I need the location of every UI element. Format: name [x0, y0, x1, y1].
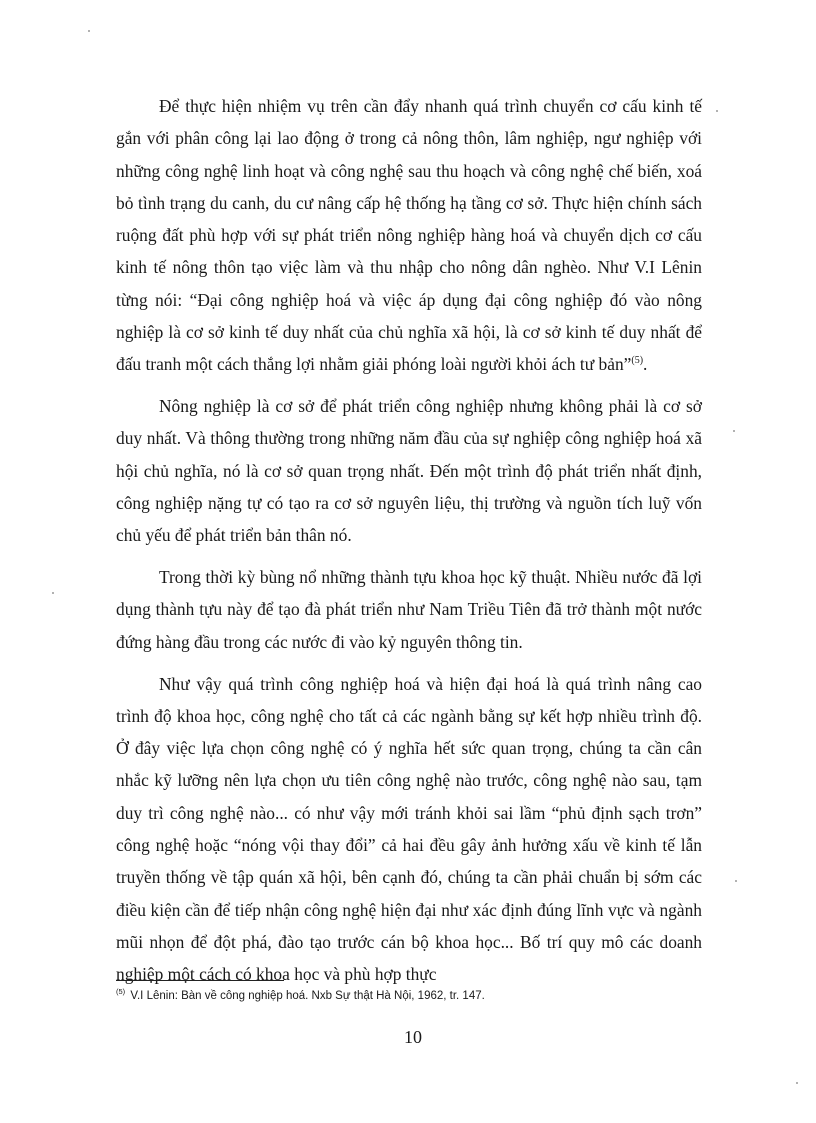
paragraph-1-text: Để thực hiện nhiệm vụ trên cần đẩy nhanh quá trình chuyển cơ cấu kinh tế gắn với phân công lại lao động ở trong cả nông thôn, lâm nghiệp, ngư nghiệp với những công nghệ linh hoạt và công nghệ sau thu hoạch và công nghệ chế biến, xoá bỏ tình trạng du canh, du cư nâng cấp hệ thống hạ tầng cơ sở. Thực hiện chính sách ruộng đất phù hợp với sự phát triển nông nghiệp hàng hoá và chuyển dịch cơ cấu kinh tế nông thôn tạo việc làm và thu nhập cho nông dân nghèo. Như V.I Lênin từng nói: “Đại công nghiệp hoá và việc áp dụng đại công nghiệp đó vào nông nghiệp là cơ sở kinh tế duy nhất của chủ nghĩa xã hội, là cơ sở kinh tế duy nhất để đấu tranh một cách thắng lợi nhằm giải phóng loài người khỏi ách tư bản”: [116, 96, 702, 375]
footnote-text: V.I Lênin: Bàn về công nghiệp hoá. Nxb Sự thật Hà Nội, 1962, tr. 147.: [130, 990, 485, 1002]
paragraph-1-tail: .: [643, 354, 648, 375]
footnote-mark: (5): [116, 987, 126, 997]
paragraph-1: [116, 90, 702, 381]
scan-speck: [733, 430, 735, 432]
paragraph-2: [116, 390, 702, 551]
paragraph-3: [116, 561, 702, 658]
page-number: 10: [404, 1027, 422, 1047]
footnote: [116, 989, 702, 1003]
body-text: [116, 90, 702, 991]
scan-speck: [88, 30, 90, 32]
paragraph-4-text: Như vậy quá trình công nghiệp hoá và hiện đại hoá là quá trình nâng cao trình độ khoa học, công nghệ cho tất cả các ngành bằng sự kết hợp nhiều trình độ. Ở đây việc lựa chọn công nghệ có ý nghĩa hết sức quan trọng, chúng ta cần cân nhắc kỹ lưỡng nên lựa chọn ưu tiên công nghệ nào trước, công nghệ nào sau, tạm duy trì công nghệ nào... có như vậy mới tránh khỏi sai lầm “phủ định sạch trơn” công nghệ hoặc “nóng vội thay đổi” cả hai đều gây ảnh hưởng xấu về kinh tế lẫn truyền thống về tập quán xã hội, bên cạnh đó, chúng ta cần phải chuẩn bị sớm các điều kiện cần để tiếp nhận công nghệ hiện đại như xác định đúng lĩnh vực và ngành mũi nhọn để đột phá, đào tạo trước cán bộ khoa học... Bố trí quy mô các doanh nghiệp một cách có khoa học và phù hợp thực: [116, 673, 702, 985]
footnote-divider: [116, 980, 284, 981]
paragraph-4: [116, 668, 702, 991]
paragraph-2-text: Nông nghiệp là cơ sở để phát triển công nghiệp nhưng không phải là cơ sở duy nhất. Và thông thường trong những năm đầu của sự nghiệp công nghiệp hoá xã hội chủ nghĩa, nó là cơ sở quan trọng nhất. Đến một trình độ phát triển nhất định, công nghiệp nặng tự có tạo ra cơ sở nguyên liệu, thị trường và nguồn tích luỹ vốn chủ yếu để phát triển bản thân nó.: [116, 396, 702, 546]
scan-speck: [716, 110, 718, 112]
scan-speck: [796, 1082, 798, 1084]
scan-speck: [52, 592, 54, 594]
paragraph-3-text: Trong thời kỳ bùng nổ những thành tựu khoa học kỹ thuật. Nhiều nước đã lợi dụng thành tựu này để tạo đà phát triển như Nam Triều Tiên đã trở thành một nước đứng hàng đầu trong các nước đi vào kỷ nguyên thông tin.: [116, 567, 702, 652]
footnote-reference[interactable]: (5): [631, 355, 644, 367]
scan-speck: [735, 880, 737, 882]
